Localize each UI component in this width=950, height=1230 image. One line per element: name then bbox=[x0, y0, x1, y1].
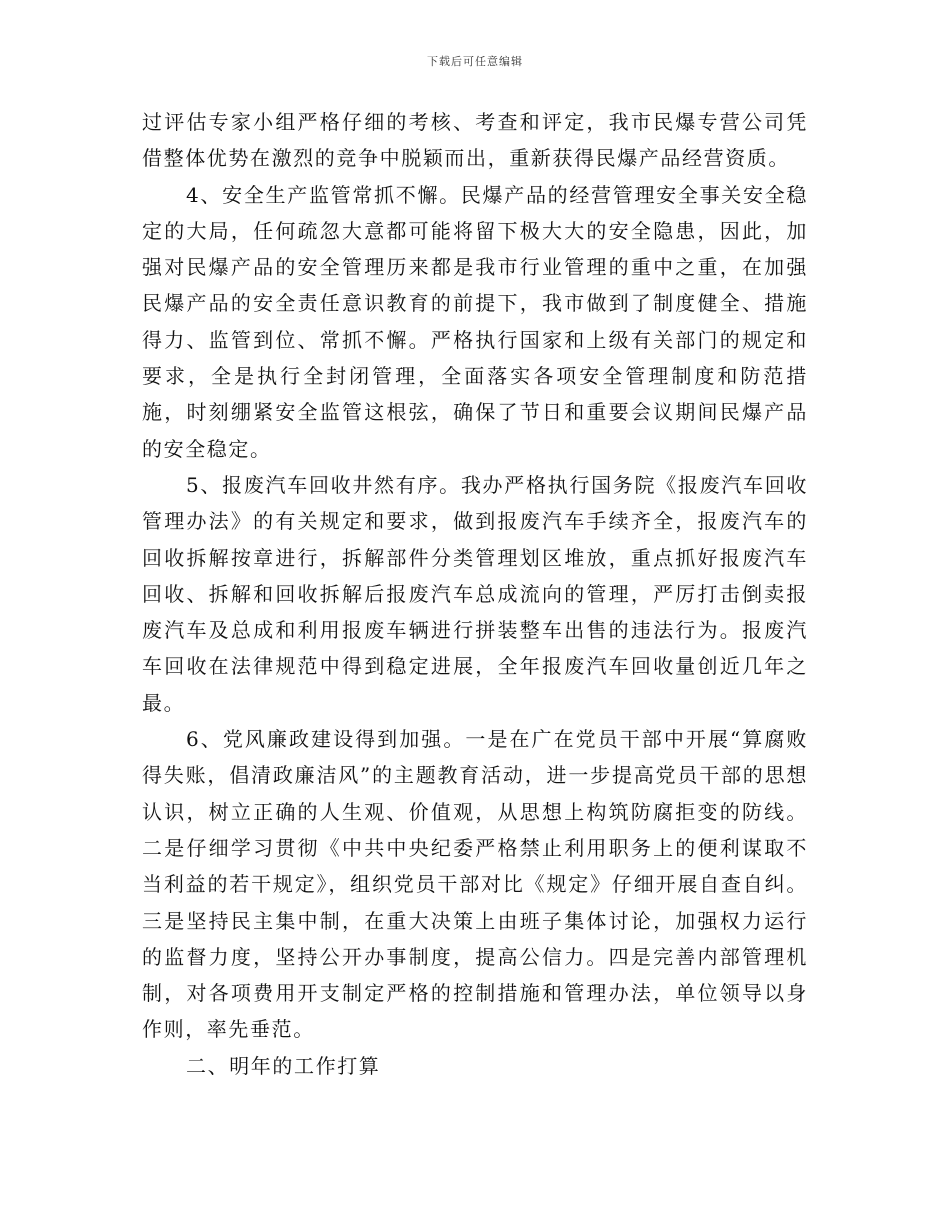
section-heading: 二、明年的工作打算 bbox=[186, 1053, 381, 1078]
paragraph-safety-supervision: 4、安全生产监管常抓不懈。民爆产品的经营管理安全事关安全稳定的大局，任何疏忽大意都可能将留下极大大的安全隐患，因此，加强对民爆产品的安全管理历来都是我市行业管理的重中之重，在加强民爆产品的安全责任意识教育的前提下，我市做到了制度健全、措施得力、监管到位、常抓不懈。严格执行国家和上级有关部门的规定和要求，全是执行全封闭管理，全面落实各项安全管理制度和防范措施，时刻绷紧安全监管这根弦，确保了节日和重要会议期间民爆产品的安全稳定。 bbox=[142, 182, 808, 461]
paragraph-continuation: 过评估专家小组严格仔细的考核、考查和评定，我市民爆专营公司凭借整体优势在激烈的竞争中脱颖而出，重新获得民爆产品经营资质。 bbox=[142, 110, 808, 171]
page-header: 下载后可任意编辑 bbox=[427, 55, 523, 68]
paragraph-party-integrity: 6、党风廉政建设得到加强。一是在广在党员干部中开展“算腐败得失账，倡清政廉洁风”的主题教育活动，进一步提高党员干部的思想认识，树立正确的人生观、价值观，从思想上构筑防腐拒变的防线。二是仔细学习贯彻《中共中央纪委严格禁止利用职务上的便利谋取不当利益的若干规定》，组织党员干部对比《规定》仔细开展自查自纠。三是坚持民主集中制，在重大决策上由班子集体讨论，加强权力运行的监督力度，坚持公开办事制度，提高公信力。四是完善内部管理机制，对各项费用开支制定严格的控制措施和管理办法，单位领导以身作则，率先垂范。 bbox=[142, 727, 808, 1042]
paragraph-vehicle-recycling: 5、报废汽车回收井然有序。我办严格执行国务院《报废汽车回收管理办法》的有关规定和要求，做到报废汽车手续齐全，报废汽车的回收拆解按章进行，拆解部件分类管理划区堆放，重点抓好报废汽车回收、拆解和回收拆解后报废汽车总成流向的管理，严厉打击倒卖报废汽车及总成和利用报废车辆进行拼装整车出售的违法行为。报废汽车回收在法律规范中得到稳定进展，全年报废汽车回收量创近几年之最。 bbox=[142, 472, 808, 715]
document-body bbox=[142, 104, 808, 1084]
